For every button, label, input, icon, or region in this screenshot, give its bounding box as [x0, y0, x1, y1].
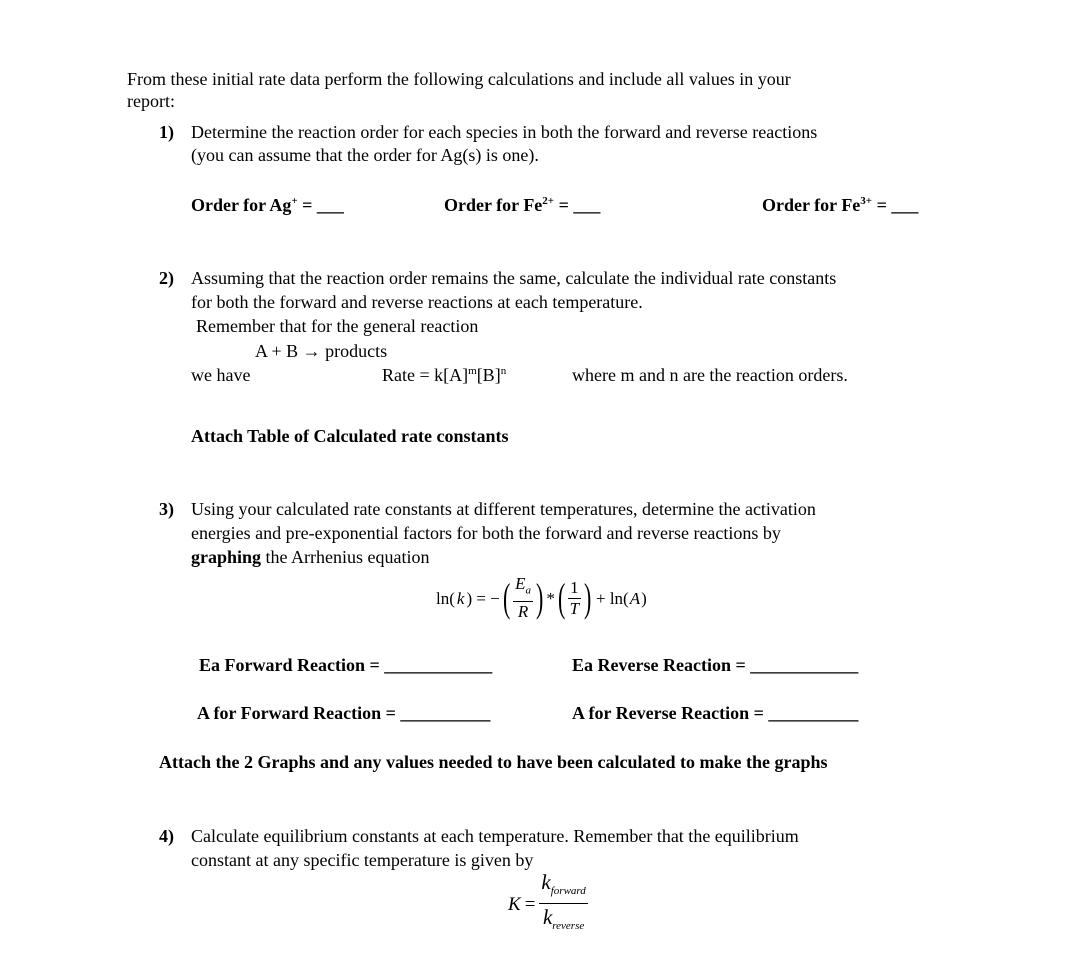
order-fe2-label: Order for Fe: [444, 195, 543, 215]
order-fe2-blank: = ___: [558, 195, 601, 215]
order-ag-label: Order for Ag: [191, 195, 292, 215]
q3-line-1: Using your calculated rate constants at different temperatures, determine the activation: [191, 499, 816, 519]
ea-reverse: Ea Reverse Reaction = ____________: [572, 655, 859, 675]
eq-mid: ) = −: [466, 588, 500, 608]
intro-line-2: report:: [127, 91, 175, 111]
order-fe3-charge: 3+: [860, 195, 873, 207]
eq-a: A: [629, 588, 641, 608]
q4-line-1: Calculate equilibrium constants at each temperature. Remember that the equilibrium: [191, 826, 799, 846]
order-ag: [191, 195, 344, 216]
q2-line-1: Assuming that the reaction order remains the same, calculate the individual rate constants: [191, 268, 837, 288]
eq-k: k: [456, 588, 465, 608]
q3-number: 3): [159, 499, 174, 519]
eq-ln-a: + ln(: [595, 588, 629, 608]
a-forward: A for Forward Reaction = __________: [197, 703, 491, 723]
eq-paren-close-1: ): [535, 575, 544, 620]
q2-number: 2): [159, 268, 174, 288]
q1-line-1: Determine the reaction order for each species in both the forward and reverse reactions: [191, 122, 818, 142]
q1-number: 1): [159, 122, 174, 142]
eq-ln-open: ln(: [436, 588, 455, 608]
q4-number: 4): [159, 826, 174, 846]
eq-paren-open-1: (: [502, 575, 511, 620]
order-ag-charge: +: [291, 195, 298, 207]
eq-paren-open-2: (: [557, 575, 566, 620]
eq-star: *: [546, 588, 555, 608]
q1-line-2: (you can assume that the order for Ag(s) is one).: [191, 145, 539, 165]
rate-law-mid: [B]: [476, 365, 501, 385]
rate-law-prefix: Rate = k[A]: [382, 365, 469, 385]
eq-frac-kf-kr: [539, 870, 587, 939]
q2-general-reaction: A + B → products: [255, 341, 388, 361]
q2-rate-law: [382, 365, 506, 386]
q2-where: where m and n are the reaction orders.: [572, 365, 848, 385]
eq-equals: =: [524, 893, 536, 915]
q3-attach-graphs: Attach the 2 Graphs and any values needed to have been calculated to make the graphs: [159, 752, 828, 772]
q3-graphing-bold: graphing: [191, 547, 262, 567]
q3-line-3-rest: the Arrhenius equation: [261, 547, 430, 567]
intro-line-1: From these initial rate data perform the following calculations and include all values in your: [127, 69, 791, 89]
eq-ea: E: [515, 574, 526, 594]
q2-line-2: for both the forward and reverse reactions at each temperature.: [191, 292, 643, 312]
order-fe3-label: Order for Fe: [762, 195, 861, 215]
eq-k-forward: k: [541, 869, 551, 894]
eq-paren-close-2: ): [583, 575, 591, 620]
q2-line-3: Remember that for the general reaction: [196, 316, 479, 336]
order-fe3: [762, 195, 918, 216]
eq-sub-reverse: reverse: [552, 919, 585, 932]
arrhenius-equation: [436, 572, 647, 624]
eq-big-k: K: [508, 893, 521, 915]
a-reverse: A for Reverse Reaction = __________: [572, 703, 859, 723]
eq-r: R: [517, 601, 529, 621]
eq-frac-1-t: [568, 578, 581, 619]
q2-attach-table: Attach Table of Calculated rate constants: [191, 426, 509, 446]
eq-close: ): [641, 588, 647, 608]
order-fe3-blank: = ___: [876, 195, 919, 215]
equilibrium-equation: [508, 869, 588, 936]
q3-line-3: [191, 547, 430, 568]
order-fe2: [444, 195, 600, 216]
q2-we-have: we have: [191, 365, 251, 385]
eq-one: 1: [570, 577, 579, 597]
eq-frac-ea-r: [513, 574, 533, 621]
q4-line-2: constant at any specific temperature is given by: [191, 850, 534, 870]
q3-line-2: energies and pre-exponential factors for both the forward and reverse reactions by: [191, 523, 781, 543]
eq-ea-sub: a: [525, 584, 531, 597]
eq-sub-forward: forward: [550, 884, 586, 897]
rate-law-exp-m: m: [468, 365, 477, 377]
eq-t: T: [569, 598, 580, 618]
ea-forward: Ea Forward Reaction = ____________: [199, 655, 493, 675]
order-ag-blank: = ___: [302, 195, 344, 215]
eq-k-reverse: k: [542, 904, 553, 929]
order-fe2-charge: 2+: [542, 195, 555, 207]
rate-law-exp-n: n: [500, 365, 507, 377]
